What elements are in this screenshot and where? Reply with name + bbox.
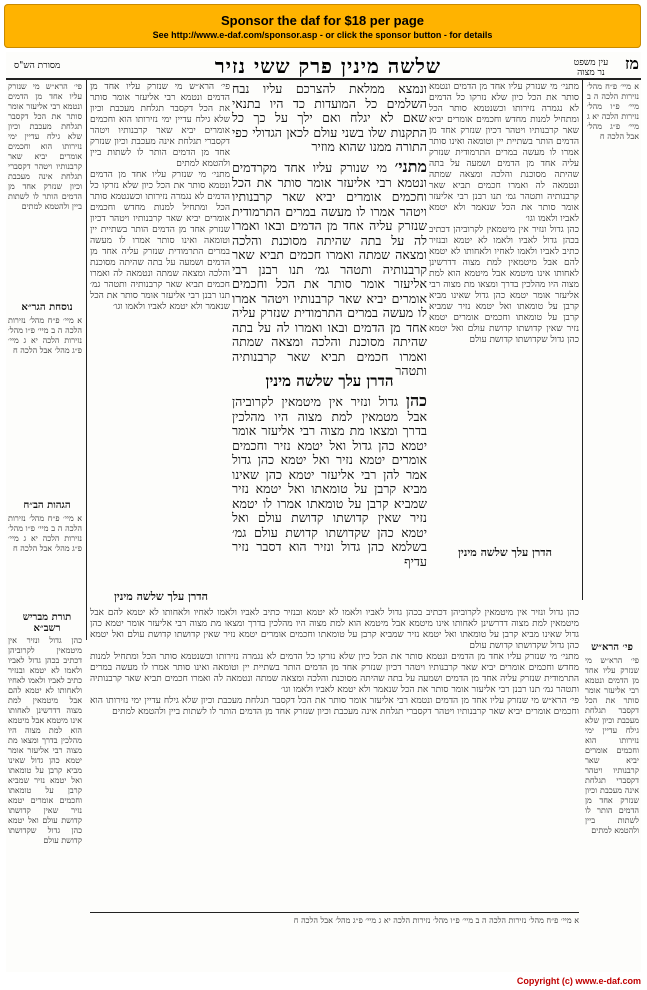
hadran-small: הדרן עלך שלשה מינין bbox=[458, 546, 552, 559]
nosach-label: נוסחת הגר״א bbox=[21, 302, 73, 313]
rosh-text: פי׳ הרא״ש מי שנזרק עליו אחד מן הדמים ונטמא רבי אליעזר אומר סותר את הכל דקסבר תגלחת מעכבת וכיון שלא גילח עדיין ימי נזירותו הוא וחכמים אומרים יביא שאר קרבנותיו ויטהר דקסברי תגלחת אינה מעכבת וכיון שנזרק אחד מן הדמים הותר לו לשתות ביין ולהטמא למתים bbox=[585, 656, 639, 835]
hadran-title: הדרן עלך שלשה מינין bbox=[265, 372, 394, 390]
footer-rule bbox=[90, 912, 579, 913]
footer-notes bbox=[90, 916, 579, 968]
torat-label: תורת מבריש רשב״א bbox=[22, 612, 72, 634]
rosh-column bbox=[585, 656, 639, 966]
mishna2-text: גדול ונזיר אין מיטמאין לקרוביהן אבל מטמאין למת מצוה היו מהלכין בדרך ומצאו מת מצוה רבי אליעזר אומר יטמא כהן גדול ואל יטמא נזיר וחכמים אומרים יטמא נזיר ואל יטמא כהן גדול אמר להן רבי אליעזר יטמא כהן שאינו מביא קרבן על טומאתו ואל יטמא נזיר שמביא קרבן על טומאתו אמרו לו יטמא נזיר שאין קדושתו קדושת עולם ואל יטמא כהן שקדושתו קדושת עולם גמ׳ בשלמא כהן גדול ונזיר הוא דסבר נזיר עדיף bbox=[232, 394, 427, 569]
hagahot-text: א מיי׳ פ״ח מהל׳ נזירות הלכה ה ב מיי׳ פ״ו מהל׳ נזירות הלכה יא ג מיי׳ פ״ג מהל׳ אבל הלכה ח bbox=[8, 514, 82, 553]
header-rule bbox=[6, 78, 641, 80]
gemara-top bbox=[232, 82, 427, 156]
mishna-block bbox=[232, 157, 427, 378]
sponsor-title[interactable]: Sponsor the daf for $18 per page bbox=[221, 13, 424, 28]
tosafot-column bbox=[90, 82, 230, 602]
nosach-text: א מיי׳ פ״ח מהל׳ נזירות הלכה ה ב מיי׳ פ״ו מהל׳ נזירות הלכה יא ג מיי׳ פ״ג מהל׳ אבל הלכה ח bbox=[8, 316, 82, 355]
mishna2-lead: כהן bbox=[405, 391, 427, 410]
ein-mishpat-column bbox=[587, 82, 639, 242]
folio-number: מז bbox=[625, 54, 639, 73]
ein-mishpat-label: עין משפט נר מצוה bbox=[573, 58, 609, 78]
right-margin-rule bbox=[582, 80, 583, 600]
gemara-text: ונמצא ממלאת להצרכם עליו נבח השלמים כל המועדות כד היו בתנאי שאם לא יגלח ואם ילך על כך כל התקנות שלו בשני עולם לכאן הגדולי כפי התורה ממנו שהוא מוזיר bbox=[232, 81, 427, 154]
footer-notes-text: א מיי׳ פ״ח מהל׳ נזירות הלכה ה ב מיי׳ פ״ו מהל׳ נזירות הלכה יא ג מיי׳ פ״ג מהל׳ אבל הלכה ח bbox=[293, 916, 579, 925]
bottom-text-2: מתני׳ מי שנזרק עליו אחד מן הדמים ונטמא סותר את הכל כיון שלא נזרקו כל הדמים לא נגמרה נזירותו וכשנטמא סותר הכל ומתחיל למנות מחדש וחכמים אומרים יביא שאר קרבנותיו ויטהר דכיון שנזרק אחד מן הדמים הותר בשתיית יין וטומאה ואינו סותר אמרו לו מעשה במרים התרמודית שנזרק עליה אחד מן הדמים ושמעה על בתה שהיתה מסוכנת והלכה ומצאה שמתה ונטמאה לה ואמרו חכמים תביא שאר קרבנותיה ותטהר גמ׳ תנו רבנן רבי אליעזר אומר סותר את הכל שנאמר ולא יטמא לאביו ולאמו וגו׳ bbox=[90, 652, 579, 695]
masoret-label: מסורת הש"ס bbox=[14, 61, 61, 71]
nosach-column bbox=[8, 316, 82, 486]
tosafot-text: פי׳ הרא״ש מי שנזרק עליו אחד מן הדמים ונטמא רבי אליעזר אומר סותר את הכל דקסבר תגלחת מעכבת וכיון שלא גילח עדיין ימי נזירותו הוא וחכמים אומרים יביא שאר קרבנותיו ויטהר דקסברי תגלחת אינה מעכבת וכיון שנזרק אחד מן הדמים הותר לו לשתות ביין ולהטמא למתים bbox=[90, 82, 230, 169]
rosh-label: פי׳ הרא״ש bbox=[591, 642, 633, 653]
left-margin-rule bbox=[86, 80, 87, 640]
mishna-text: מי שנורק עליו אחד מקרדמים ונטמא רבי אליעזר אומר סותר את הכל וחכמים אומרים יביא שאר קרבנותיו ויטהר אמרו לו מעשה במרים התרמודית שנזרק עליה אחד מן הדמים ובאו ואמרו לה על בתה שהיתה מסוכנת והלכה ומצאה שמתה ואמרו חכמים תביא שאר קרבנותיה ותטהר גמ׳ תנו רבנן רבי אליעזר אומר סותר את הכל וחכמים אומרים יביא שאר קרבנותיו ויטהר אמרו לו מעשה במרים התרמודית שנזרק עליה אחד מן הדמים ובאו ואמרו לה על בתה שהיתה מסוכנת והלכה ומצאה שמתה ואמרו חכמים תביא שאר קרבנותיה ותטהר bbox=[232, 160, 427, 378]
talmud-page bbox=[6, 52, 641, 972]
hadran-small-left: הדרן עלך שלשה מינין bbox=[114, 590, 208, 603]
bottom-text-1: כהן גדול ונזיר אין מיטמאין לקרוביהן דכתיב בכהן גדול לאביו ולאמו לא יטמא ובנזיר כתיב לאביו ולאמו לאחיו ולאחותו לא יטמא להם אבל מיטמאין למת מצוה דדרשינן לאחותו אינו מיטמא אבל מיטמא הוא למת מצוה היו מהלכין בדרך ומצאו מת מצוה רבי אליעזר אומר יטמא כהן גדול שאינו מביא קרבן על טומאתו ואל יטמא נזיר שמביא קרבן על טומאתו וחכמים אומרים יטמא נזיר שאין קדושתו קדושת עולם ואל יטמא כהן גדול שקדושתו קדושת עולם bbox=[90, 608, 579, 651]
copyright-link[interactable]: Copyright (c) www.e-daf.com bbox=[516, 976, 641, 986]
rashi-column bbox=[429, 82, 579, 602]
mishna-lead: מתני׳ bbox=[394, 157, 427, 176]
mishna2-block bbox=[232, 391, 427, 582]
hagahot-column bbox=[8, 514, 82, 604]
page-header bbox=[6, 54, 641, 78]
bottom-text-3: פי׳ הרא״ש מי שנזרק עליו אחד מן הדמים ונטמא רבי אליעזר אומר סותר את הכל דקסבר תגלחת מעכבת וכיון שלא גילח עדיין ימי נזירותו הוא וחכמים אומרים יביא שאר קרבנותיו ויטהר דקסברי תגלחת אינה מעכבת וכיון שנזרק אחד מן הדמים הותר לו לשתות ביין ולהטמא למתים bbox=[90, 696, 579, 717]
rashi-text: מתני׳ מי שנזרק עליו אחד מן הדמים ונטמא סותר את הכל כיון שלא נזרקו כל הדמים לא נגמרה נזירותו וכשנטמא סותר הכל ומתחיל למנות מחדש וחכמים אומרים יביא שאר קרבנותיו ויטהר דכיון שנזרק אחד מן הדמים הותר בשתיית יין וטומאה ואינו סותר אמרו לו מעשה במרים התרמודית שנזרק עליה אחד מן הדמים ושמעה על בתה שהיתה מסוכנת והלכה ומצאה שמתה ונטמאה לה ואמרו חכמים תביא שאר קרבנותיה ותטהר גמ׳ תנו רבנן רבי אליעזר אומר סותר את הכל שנאמר ולא יטמא לאביו ולאמו וגו׳ bbox=[429, 82, 579, 224]
masoret-column bbox=[8, 82, 82, 282]
torat-column bbox=[8, 636, 82, 966]
rashi-text-continued: כהן גדול ונזיר אין מיטמאין לקרוביהן דכתיב בכהן גדול לאביו ולאמו לא יטמא ובנזיר כתיב לאביו ולאמו לאחיו ולאחותו לא יטמא להם אבל מיטמאין למת מצוה דדרשינן לאחותו אינו מיטמא אבל מיטמא הוא למת מצוה היו מהלכין בדרך ומצאו מת מצוה רבי אליעזר אומר יטמא כהן גדול שאינו מביא קרבן על טומאתו ואל יטמא נזיר שמביא קרבן על טומאתו וחכמים אומרים יטמא נזיר שאין קדושתו קדושת עולם ואל יטמא כהן גדול שקדושתו קדושת עולם bbox=[429, 225, 579, 345]
sponsor-subtitle[interactable]: See http://www.e-daf.com/sponsor.asp - or click the sponsor button - for details bbox=[152, 30, 493, 40]
bottom-commentary bbox=[90, 608, 579, 908]
torat-text: כהן גדול ונזיר אין מיטמאין לקרוביהן דכתיב בכהן גדול לאביו ולאמו לא יטמא ובנזיר כתיב לאביו ולאמו לאחיו ולאחותו לא יטמא להם אבל מיטמאין למת מצוה דדרשינן לאחותו אינו מיטמא אבל מיטמא הוא למת מצוה היו מהלכין בדרך ומצאו מת מצוה רבי אליעזר אומר יטמא כהן גדול שאינו מביא קרבן על טומאתו ואל יטמא נזיר שמביא קרבן על טומאתו וחכמים אומרים יטמא נזיר שאין קדושתו קדושת עולם ואל יטמא כהן גדול שקדושתו קדושת עולם bbox=[7, 636, 82, 845]
tosafot-text-continued: מתני׳ מי שנזרק עליו אחד מן הדמים ונטמא סותר את הכל כיון שלא נזרקו כל הדמים לא נגמרה נזירותו וכשנטמא סותר הכל ומתחיל למנות מחדש וחכמים אומרים יביא שאר קרבנותיו ויטהר דכיון שנזרק אחד מן הדמים הותר בשתיית יין וטומאה ואינו סותר אמרו לו מעשה במרים התרמודית שנזרק עליה אחד מן הדמים ושמעה על בתה שהיתה מסוכנת והלכה ומצאה שמתה ונטמאה לה ואמרו חכמים תביא שאר קרבנותיה ותטהר גמ׳ תנו רבנן רבי אליעזר אומר סותר את הכל שנאמר ולא יטמא לאביו ולאמו וגו׳ bbox=[90, 170, 230, 312]
ein-mishpat-text: א מיי׳ פ״ח מהל׳ נזירות הלכה ה ב מיי׳ פ״ו מהל׳ נזירות הלכה יא ג מיי׳ פ״ג מהל׳ אבל הלכה ח bbox=[587, 82, 639, 141]
masoret-text: פי׳ הרא״ש מי שנזרק עליו אחד מן הדמים ונטמא רבי אליעזר אומר סותר את הכל דקסבר תגלחת מעכבת וכיון שלא גילח עדיין ימי נזירותו הוא וחכמים אומרים יביא שאר קרבנותיו ויטהר דקסברי תגלחת אינה מעכבת וכיון שנזרק אחד מן הדמים הותר לו לשתות ביין ולהטמא למתים bbox=[8, 82, 82, 211]
page-title: שלשה מינין פרק ששי נזיר bbox=[214, 54, 441, 78]
sponsor-banner[interactable] bbox=[4, 4, 641, 48]
hagahot-label: הגהות הב״ח bbox=[23, 500, 71, 511]
